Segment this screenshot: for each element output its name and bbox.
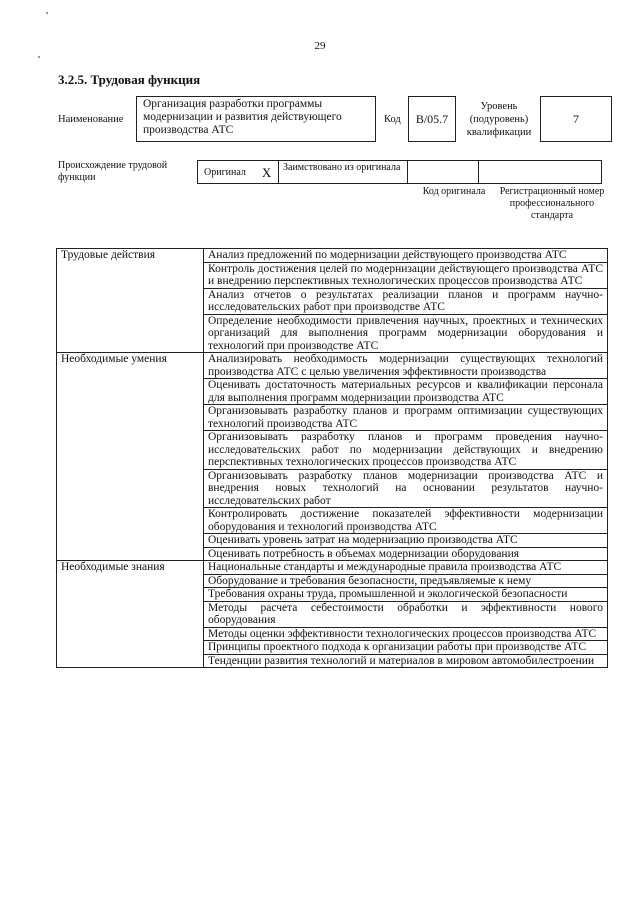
origin-label: Происхождение трудовой функции (58, 160, 168, 183)
section-item: Контролировать достижение показателей эффективности модернизации оборудования и технологий производства АТС (204, 508, 608, 534)
section-title: 3.2.5. Трудовая функция (58, 72, 201, 87)
code-label: Код (384, 114, 401, 125)
original-code-cell (407, 160, 479, 184)
section-item: Определение необходимости привлечения научных, проектных и технических организаций для выполнения программ модернизации оборудования и технологий при производстве АТС (204, 314, 608, 353)
section-item: Анализ отчетов о результатах реализации планов и программ научно-исследовательских работ при производстве АТС (204, 288, 608, 314)
section-item: Методы расчета себестоимости обработки и эффективности нового оборудования (204, 601, 608, 627)
section-item: Организовывать разработку планов модернизации производства АТС и внедрения новых технологий на основании результатов научно-исследовательских работ (204, 469, 608, 508)
scan-speck (38, 56, 40, 58)
table-row (57, 561, 608, 575)
original-cell (197, 160, 279, 184)
name-value-box: Организация разработки программы модернизации и развития действующего производства АТС (136, 96, 376, 142)
code-value-box: В/05.7 (408, 96, 456, 142)
section-item: Организовывать разработку планов и программ оптимизации существующих технологий производства АТС (204, 405, 608, 431)
section-item: Анализировать необходимость модернизации существующих технологий производства АТС с целью увеличения эффективности производства (204, 353, 608, 379)
section-category: Трудовые действия (57, 249, 204, 353)
level-label: Уровень (подуровень) квалификации (466, 101, 532, 138)
section-item: Оборудование и требования безопасности, предъявляемые к нему (204, 574, 608, 588)
function-table (56, 248, 608, 668)
section-item: Анализ предложений по модернизации действующего производства АТС (204, 249, 608, 263)
section-item: Тенденции развития технологий и материалов в мировом автомобилестроении (204, 654, 608, 668)
scan-speck (46, 12, 48, 14)
section-item: Методы оценки эффективности технологических процессов производства АТС (204, 627, 608, 641)
registration-caption: Регистрационный номер профессионального стандарта (499, 186, 605, 221)
section-item: Оценивать уровень затрат на модернизацию производства АТС (204, 534, 608, 548)
original-mark: X (261, 164, 272, 180)
registration-number-cell (478, 160, 602, 184)
original-label: Оригинал (204, 166, 246, 178)
table-row (57, 353, 608, 379)
name-label: Наименование (58, 114, 124, 125)
section-item: Требования охраны труда, промышленной и экологической безопасности (204, 588, 608, 602)
section-item: Оценивать достаточность материальных ресурсов и квалификации персонала для выполнения программ модернизации производства АТС (204, 379, 608, 405)
section-item: Принципы проектного подхода к организации работы при производстве АТС (204, 641, 608, 655)
section-category: Необходимые знания (57, 561, 204, 668)
origin-cells (198, 160, 602, 184)
table-row (57, 249, 608, 263)
page-number: 29 (314, 40, 326, 52)
borrowed-cell: Заимствовано из оригинала (278, 160, 408, 184)
level-value-box: 7 (540, 96, 612, 142)
section-category: Необходимые умения (57, 353, 204, 561)
section-item: Национальные стандарты и международные правила производства АТС (204, 561, 608, 575)
code-caption: Код оригинала (422, 186, 486, 197)
section-item: Оценивать потребность в объемах модернизации оборудования (204, 547, 608, 561)
section-item: Контроль достижения целей по модернизации действующего производства АТС и внедрению перспективных технологических процессов производства АТС (204, 262, 608, 288)
section-item: Организовывать разработку планов и программ проведения научно-исследовательских работ по модернизации действующих и внедрению перспективных технологических процессов производства АТС (204, 431, 608, 470)
